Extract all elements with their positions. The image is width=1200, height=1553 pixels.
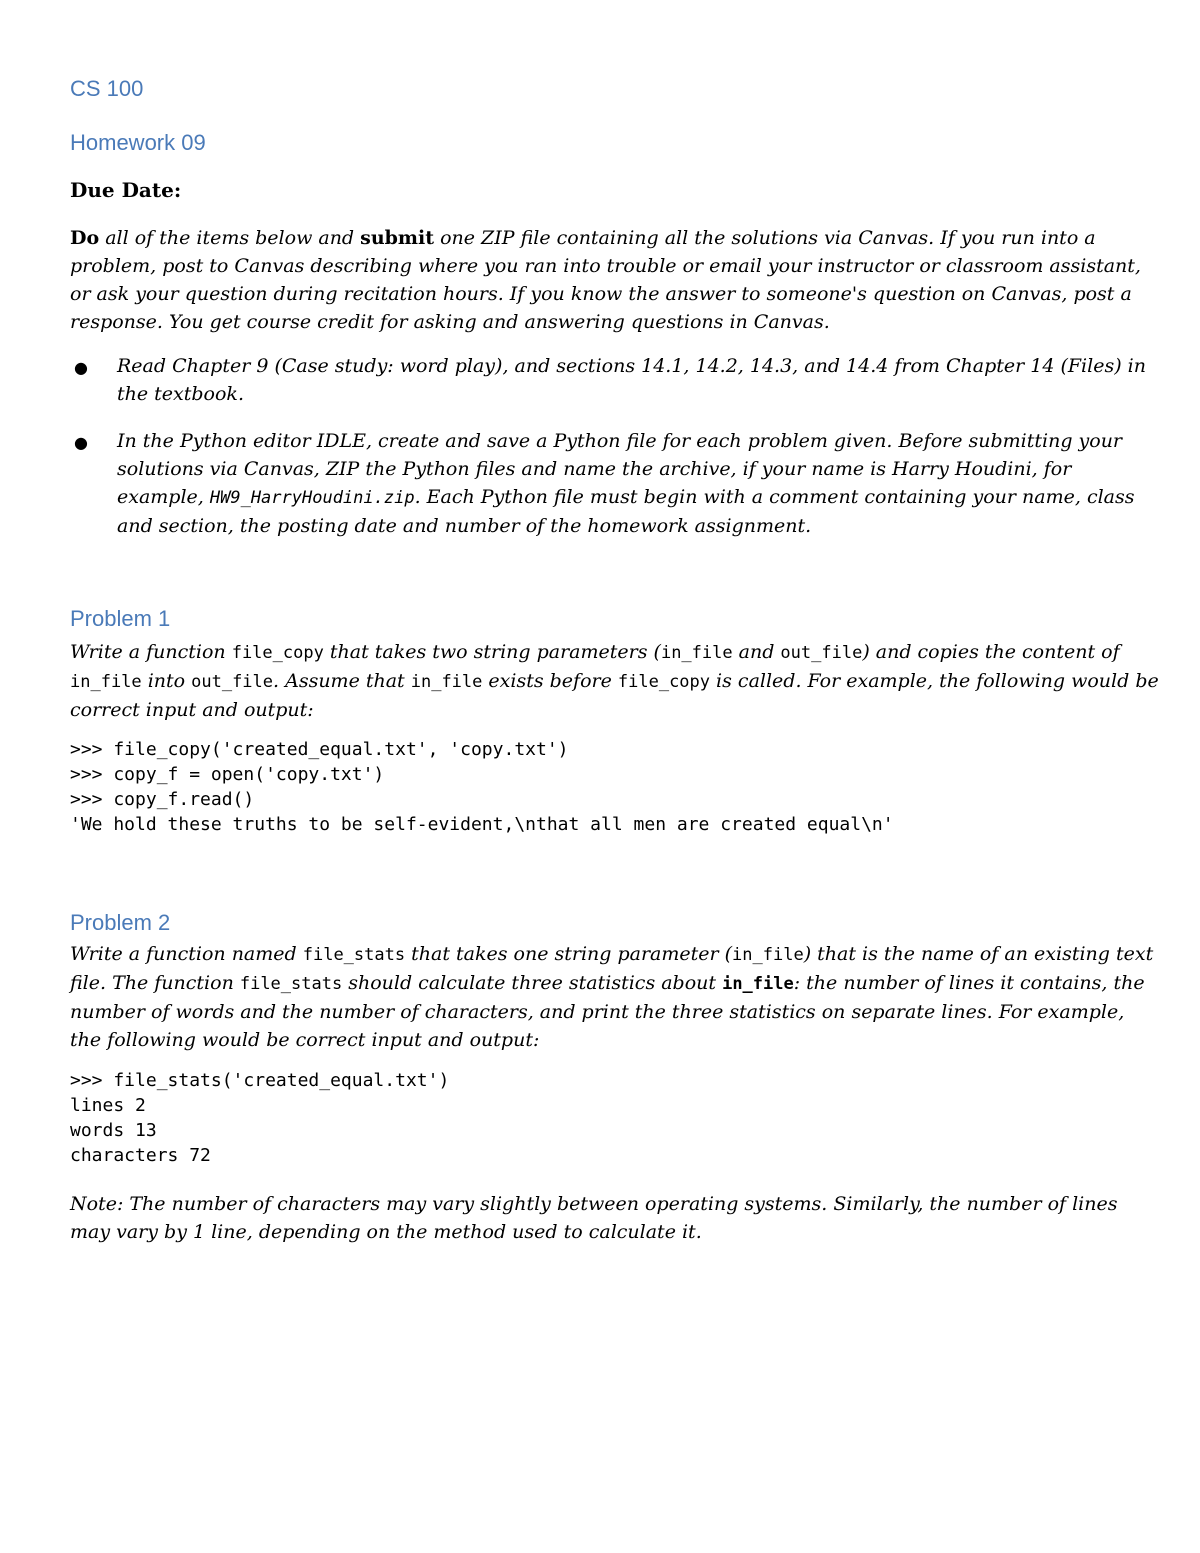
problem1-title: Problem 1 [70, 606, 171, 631]
bullet-idle-text-b: . Each Python file must begin with a comment containing your name, class and section, the posting date and number of the homework assignment. [117, 486, 1135, 537]
p1-code: out_file [780, 643, 863, 663]
problem2-title: Problem 2 [70, 910, 171, 935]
intro-text-1: all of the items below and [99, 227, 361, 249]
p1-text: exists before [482, 670, 618, 692]
p2-text: Write a function named [70, 943, 303, 965]
archive-name-code: HW9_HarryHoudini.zip [209, 488, 415, 508]
problem1-description [70, 638, 1160, 724]
bullet-dot-icon: ● [74, 433, 88, 452]
p1-code: in_file [410, 672, 483, 692]
intro-do: Do [70, 227, 100, 249]
p1-code: file_copy [231, 643, 324, 663]
problem2-code-line: >>> file_stats('created_equal.txt') [70, 1070, 450, 1091]
p2-text: : the number of lines it contains, the number of words and the number of characters, and print the three statistics on separate lines. For example, the following would be correct input and output: [70, 972, 1145, 1051]
course-title: CS 100 [70, 76, 144, 101]
p2-text: that takes one string parameter ( [405, 943, 733, 965]
due-date-label: Due Date: [70, 178, 182, 202]
intro-text-2: one ZIP file containing all the solutions via Canvas. If you run into a problem, post to Canvas describing where you ran into trouble or email your instructor or classroom assistant, or ask your question during recitation hours. If you know the answer to someone's question on Canvas, post a response. You get course credit for asking and answering questions in Canvas. [70, 227, 1141, 333]
p2-code: file_stats [239, 974, 343, 994]
problem2-note: Note: The number of characters may vary slightly between operating systems. Similarly, the number of lines may vary by 1 line, depending on the method used to calculate it. [70, 1193, 1118, 1243]
p1-code: in_file [660, 643, 733, 663]
p1-text: Write a function [70, 641, 232, 663]
p1-text: . Assume that [273, 670, 411, 692]
p2-code: in_file [722, 974, 794, 994]
p2-code: in_file [732, 945, 804, 965]
problem2-code-line: characters 72 [70, 1145, 211, 1166]
bullet-idle [117, 427, 1157, 540]
p1-text: and [732, 641, 781, 663]
problem2-code-line: lines 2 [70, 1095, 146, 1116]
p1-text: is called. For example, the following would be correct input and output: [70, 670, 1159, 721]
p2-text: should calculate three statistics about [342, 972, 723, 994]
intro-submit: submit [360, 227, 435, 249]
p1-code: out_file [191, 672, 274, 692]
problem1-code-line: >>> file_copy('created_equal.txt', 'copy.txt') [70, 739, 569, 760]
intro-paragraph [70, 224, 1160, 336]
problem2-code-line: words 13 [70, 1120, 157, 1141]
homework-title: Homework 09 [70, 130, 206, 155]
problem2-description [70, 940, 1160, 1054]
p2-code: file_stats [302, 945, 406, 965]
p1-code: file_copy [617, 672, 711, 692]
problem1-code-line: >>> copy_f.read() [70, 789, 255, 810]
problem1-code-line: >>> copy_f = open('copy.txt') [70, 764, 385, 785]
p1-text: into [141, 670, 192, 692]
problem1-code-line: 'We hold these truths to be self-evident,\nthat all men are created equal\n' [70, 814, 894, 835]
p1-text: that takes two string parameters ( [323, 641, 661, 663]
bullet-reading: Read Chapter 9 (Case study: word play), and sections 14.1, 14.2, 14.3, and 14.4 from Chapter 14 (Files) in the textbook. [117, 355, 1146, 405]
bullet-idle-text-a: In the Python editor IDLE, create and save a Python file for each problem given. Before submitting your solutions via Canvas, ZIP the Python files and name the archive, if your name is Harry Houdini, for example, [117, 430, 1123, 508]
p1-text: ) and copies the content of [862, 641, 1120, 663]
bullet-dot-icon: ● [74, 358, 88, 377]
p1-code: in_file [70, 672, 142, 692]
p2-text: ) that is the name of an existing text file. The function [70, 943, 1154, 994]
